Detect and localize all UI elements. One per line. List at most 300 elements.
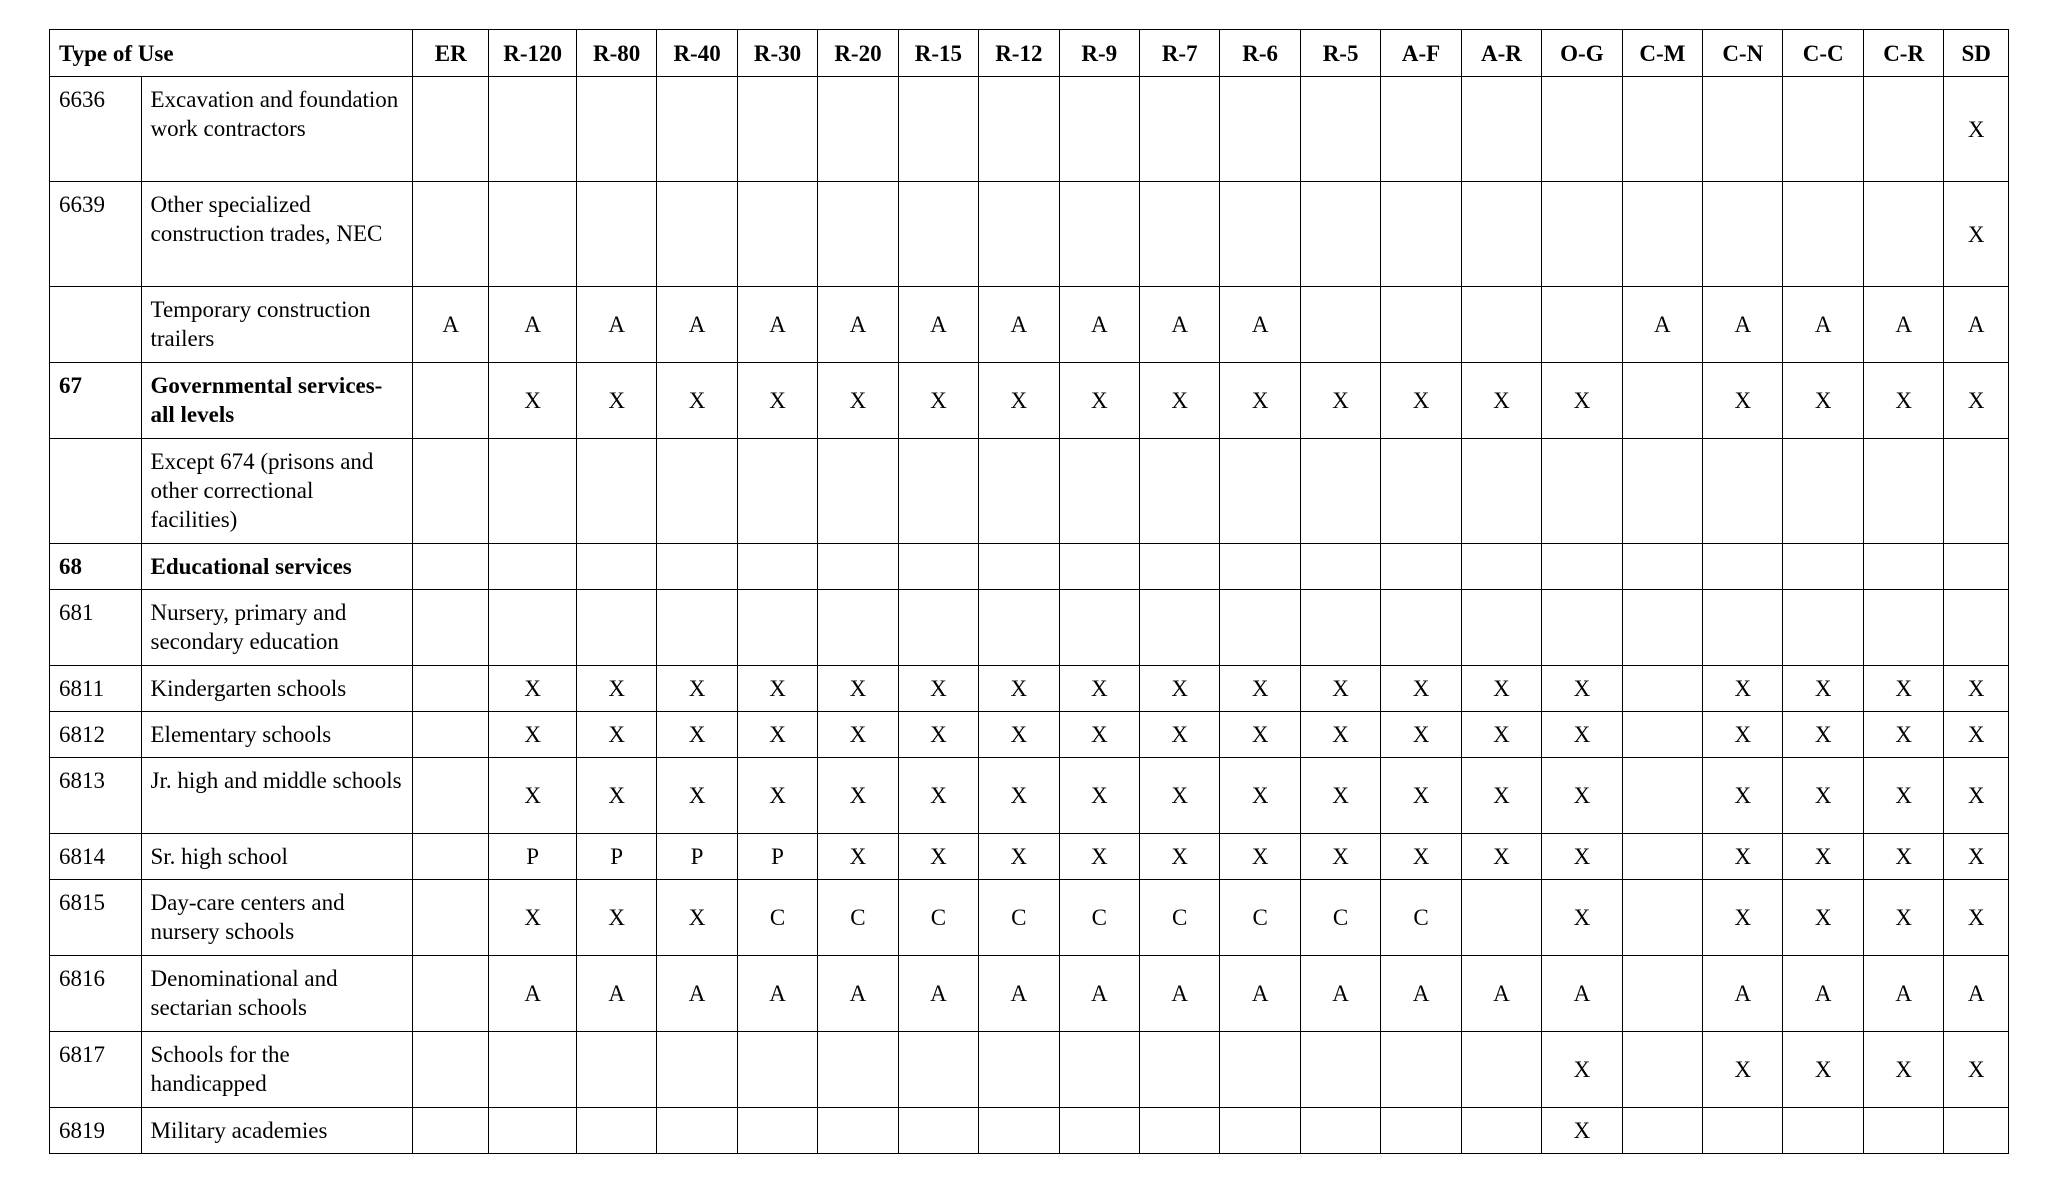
use-code-cell: 6815 [50, 880, 142, 956]
permission-cell-a-f: X [1381, 758, 1461, 834]
permission-cell-r-12 [979, 590, 1059, 666]
use-description-cell: Governmental services-all levels [141, 363, 413, 439]
permission-cell-r-120 [489, 77, 576, 182]
permission-cell-c-m [1622, 590, 1702, 666]
table-row [50, 758, 2009, 834]
permission-cell-c-m: A [1622, 287, 1702, 363]
column-header-er: ER [413, 30, 489, 77]
permission-cell-er [413, 182, 489, 287]
permission-cell-r-40: X [657, 758, 737, 834]
permission-cell-o-g [1542, 544, 1622, 590]
permission-cell-c-c: X [1783, 666, 1863, 712]
permission-cell-r-6 [1220, 1032, 1300, 1108]
permission-cell-r-30: C [737, 880, 817, 956]
permission-cell-er [413, 1108, 489, 1154]
permission-cell-sd: X [1944, 834, 2009, 880]
permission-cell-r-6: X [1220, 758, 1300, 834]
permission-cell-c-n [1703, 1108, 1783, 1154]
permission-cell-c-m [1622, 439, 1702, 544]
permission-cell-sd: X [1944, 880, 2009, 956]
permission-cell-er [413, 880, 489, 956]
permission-cell-c-c: X [1783, 712, 1863, 758]
permission-cell-er [413, 1032, 489, 1108]
permission-cell-r-7: X [1139, 758, 1219, 834]
table-row [50, 1032, 2009, 1108]
permission-cell-o-g [1542, 77, 1622, 182]
permission-cell-a-f: A [1381, 956, 1461, 1032]
permission-cell-a-f [1381, 287, 1461, 363]
column-header-r-40: R-40 [657, 30, 737, 77]
permission-cell-r-40 [657, 77, 737, 182]
permission-cell-er [413, 439, 489, 544]
permission-cell-r-12 [979, 1032, 1059, 1108]
permission-cell-r-7 [1139, 544, 1219, 590]
permission-cell-r-12: C [979, 880, 1059, 956]
permission-cell-r-12: X [979, 666, 1059, 712]
permission-cell-r-9: X [1059, 712, 1139, 758]
permission-cell-r-80: P [576, 834, 656, 880]
permission-cell-r-120: X [489, 758, 576, 834]
permission-cell-c-m [1622, 956, 1702, 1032]
column-header-r-30: R-30 [737, 30, 817, 77]
permission-cell-r-12 [979, 1108, 1059, 1154]
permission-cell-r-5: C [1300, 880, 1380, 956]
permission-cell-c-m [1622, 834, 1702, 880]
permission-cell-r-120: A [489, 287, 576, 363]
permission-cell-a-r [1461, 182, 1541, 287]
permission-cell-r-12: X [979, 834, 1059, 880]
header-row [50, 30, 2009, 77]
permission-cell-er [413, 590, 489, 666]
permission-cell-r-80: X [576, 363, 656, 439]
permission-cell-r-5 [1300, 544, 1380, 590]
permission-cell-c-c: X [1783, 880, 1863, 956]
permission-cell-r-30 [737, 590, 817, 666]
permission-cell-r-30: X [737, 758, 817, 834]
permission-cell-r-120 [489, 1108, 576, 1154]
use-code-cell: 67 [50, 363, 142, 439]
permission-cell-r-6 [1220, 182, 1300, 287]
permission-cell-r-7 [1139, 439, 1219, 544]
permission-cell-c-m [1622, 544, 1702, 590]
permission-cell-r-20 [818, 1032, 898, 1108]
permission-cell-r-40: X [657, 666, 737, 712]
permission-cell-a-r [1461, 439, 1541, 544]
use-description-cell: Schools for the handicapped [141, 1032, 413, 1108]
permission-cell-r-40 [657, 439, 737, 544]
permission-cell-r-9 [1059, 77, 1139, 182]
permission-cell-r-40: A [657, 287, 737, 363]
table-row [50, 544, 2009, 590]
permission-cell-r-15: C [898, 880, 978, 956]
permission-cell-r-80: X [576, 758, 656, 834]
use-description-cell: Day-care centers and nursery schools [141, 880, 413, 956]
permission-cell-c-c: X [1783, 758, 1863, 834]
use-description-cell: Military academies [141, 1108, 413, 1154]
permission-cell-r-40 [657, 1108, 737, 1154]
column-header-sd: SD [1944, 30, 2009, 77]
permission-cell-r-5: A [1300, 956, 1380, 1032]
permission-cell-sd: X [1944, 182, 2009, 287]
permission-cell-r-120 [489, 544, 576, 590]
permission-cell-r-5: X [1300, 712, 1380, 758]
table-row [50, 439, 2009, 544]
permission-cell-c-c: A [1783, 287, 1863, 363]
permission-cell-c-n: X [1703, 666, 1783, 712]
permission-cell-r-80 [576, 1032, 656, 1108]
use-code-cell: 681 [50, 590, 142, 666]
permission-cell-r-80: X [576, 712, 656, 758]
permission-cell-r-6: X [1220, 363, 1300, 439]
permission-cell-a-r: X [1461, 834, 1541, 880]
permission-cell-r-15: X [898, 758, 978, 834]
permission-cell-a-f: X [1381, 363, 1461, 439]
use-code-cell: 6814 [50, 834, 142, 880]
table-row [50, 834, 2009, 880]
permission-cell-r-80 [576, 1108, 656, 1154]
use-description-cell: Other specialized construction trades, NEC [141, 182, 413, 287]
permission-cell-c-r: X [1863, 758, 1943, 834]
column-header-r-7: R-7 [1139, 30, 1219, 77]
permission-cell-a-f [1381, 1108, 1461, 1154]
permission-cell-sd: A [1944, 956, 2009, 1032]
permission-cell-r-7 [1139, 1032, 1219, 1108]
permission-cell-c-r [1863, 439, 1943, 544]
land-use-table [49, 29, 2009, 1154]
permission-cell-r-9 [1059, 590, 1139, 666]
table-row [50, 590, 2009, 666]
permission-cell-sd [1944, 590, 2009, 666]
permission-cell-c-m [1622, 880, 1702, 956]
permission-cell-a-f: X [1381, 712, 1461, 758]
permission-cell-c-n: X [1703, 363, 1783, 439]
permission-cell-r-40: X [657, 880, 737, 956]
permission-cell-r-40: X [657, 363, 737, 439]
use-code-cell: 6813 [50, 758, 142, 834]
permission-cell-r-30: X [737, 712, 817, 758]
permission-cell-r-15: X [898, 712, 978, 758]
permission-cell-a-r [1461, 77, 1541, 182]
permission-cell-r-20 [818, 544, 898, 590]
column-header-r-15: R-15 [898, 30, 978, 77]
permission-cell-c-c: X [1783, 1032, 1863, 1108]
permission-cell-sd [1944, 544, 2009, 590]
permission-cell-r-12: X [979, 758, 1059, 834]
permission-cell-r-120: X [489, 880, 576, 956]
table-row [50, 956, 2009, 1032]
column-header-r-6: R-6 [1220, 30, 1300, 77]
permission-cell-r-9: A [1059, 287, 1139, 363]
permission-cell-c-r: X [1863, 880, 1943, 956]
permission-cell-r-30 [737, 1032, 817, 1108]
table-row [50, 666, 2009, 712]
permission-cell-sd: A [1944, 287, 2009, 363]
permission-cell-c-c: X [1783, 363, 1863, 439]
permission-cell-r-30: X [737, 666, 817, 712]
permission-cell-r-9: X [1059, 363, 1139, 439]
permission-cell-r-12: X [979, 712, 1059, 758]
permission-cell-c-n: A [1703, 956, 1783, 1032]
permission-cell-c-n [1703, 182, 1783, 287]
permission-cell-a-r: X [1461, 666, 1541, 712]
permission-cell-a-r [1461, 590, 1541, 666]
use-description-cell: Educational services [141, 544, 413, 590]
table-row [50, 712, 2009, 758]
permission-cell-r-6: X [1220, 666, 1300, 712]
permission-cell-c-r: X [1863, 363, 1943, 439]
use-description-cell: Temporary construction trailers [141, 287, 413, 363]
permission-cell-c-r: A [1863, 956, 1943, 1032]
permission-cell-r-15 [898, 1032, 978, 1108]
permission-cell-r-6 [1220, 590, 1300, 666]
permission-cell-r-30 [737, 439, 817, 544]
permission-cell-r-30: A [737, 956, 817, 1032]
permission-cell-er [413, 712, 489, 758]
permission-cell-r-7: X [1139, 712, 1219, 758]
permission-cell-r-7: X [1139, 363, 1219, 439]
permission-cell-c-n [1703, 590, 1783, 666]
table-row [50, 287, 2009, 363]
permission-cell-r-30 [737, 182, 817, 287]
permission-cell-r-5 [1300, 590, 1380, 666]
permission-cell-r-30: X [737, 363, 817, 439]
permission-cell-r-80: A [576, 287, 656, 363]
permission-cell-sd: X [1944, 666, 2009, 712]
use-description-cell: Sr. high school [141, 834, 413, 880]
permission-cell-a-f [1381, 1032, 1461, 1108]
column-header-r-5: R-5 [1300, 30, 1380, 77]
permission-cell-r-9 [1059, 1032, 1139, 1108]
permission-cell-r-20: X [818, 834, 898, 880]
permission-cell-sd [1944, 439, 2009, 544]
permission-cell-r-80: X [576, 666, 656, 712]
column-header-r-20: R-20 [818, 30, 898, 77]
use-code-cell: 6811 [50, 666, 142, 712]
table-row [50, 880, 2009, 956]
permission-cell-sd [1944, 1108, 2009, 1154]
permission-cell-r-6 [1220, 1108, 1300, 1154]
permission-cell-r-9 [1059, 544, 1139, 590]
permission-cell-a-r [1461, 1032, 1541, 1108]
permission-cell-r-80 [576, 590, 656, 666]
permission-cell-er [413, 77, 489, 182]
permission-cell-a-r: X [1461, 712, 1541, 758]
permission-cell-o-g: X [1542, 363, 1622, 439]
permission-cell-r-5: X [1300, 834, 1380, 880]
permission-cell-a-r [1461, 287, 1541, 363]
permission-cell-r-20 [818, 1108, 898, 1154]
use-code-cell: 6819 [50, 1108, 142, 1154]
permission-cell-er [413, 834, 489, 880]
permission-cell-r-15 [898, 590, 978, 666]
permission-cell-c-n [1703, 544, 1783, 590]
use-code-cell: 68 [50, 544, 142, 590]
permission-cell-r-20 [818, 182, 898, 287]
permission-cell-r-80 [576, 544, 656, 590]
permission-cell-o-g: X [1542, 880, 1622, 956]
permission-cell-o-g [1542, 182, 1622, 287]
permission-cell-a-r: A [1461, 956, 1541, 1032]
permission-cell-r-7 [1139, 1108, 1219, 1154]
permission-cell-r-12: A [979, 956, 1059, 1032]
permission-cell-c-n: X [1703, 712, 1783, 758]
permission-cell-r-5 [1300, 439, 1380, 544]
permission-cell-r-120 [489, 1032, 576, 1108]
permission-cell-r-6: X [1220, 712, 1300, 758]
permission-cell-r-12 [979, 77, 1059, 182]
permission-cell-c-c [1783, 439, 1863, 544]
table-row [50, 182, 2009, 287]
permission-cell-a-f [1381, 590, 1461, 666]
permission-cell-c-n [1703, 439, 1783, 544]
permission-cell-c-c: A [1783, 956, 1863, 1032]
permission-cell-c-m [1622, 1108, 1702, 1154]
use-description-cell: Excavation and foundation work contractors [141, 77, 413, 182]
permission-cell-r-40 [657, 1032, 737, 1108]
permission-cell-r-20: A [818, 287, 898, 363]
type-of-use-header: Type of Use [50, 30, 413, 77]
permission-cell-r-9: X [1059, 834, 1139, 880]
permission-cell-r-40: P [657, 834, 737, 880]
permission-cell-o-g [1542, 590, 1622, 666]
permission-cell-er [413, 666, 489, 712]
permission-cell-r-30 [737, 544, 817, 590]
permission-cell-r-15 [898, 439, 978, 544]
permission-cell-r-7: X [1139, 666, 1219, 712]
column-header-c-m: C-M [1622, 30, 1702, 77]
permission-cell-c-c [1783, 1108, 1863, 1154]
permission-cell-r-15: A [898, 956, 978, 1032]
permission-cell-c-n: X [1703, 880, 1783, 956]
permission-cell-r-120 [489, 590, 576, 666]
permission-cell-r-40: A [657, 956, 737, 1032]
use-code-cell [50, 439, 142, 544]
column-header-r-9: R-9 [1059, 30, 1139, 77]
permission-cell-c-n: X [1703, 1032, 1783, 1108]
permission-cell-er [413, 544, 489, 590]
permission-cell-r-120: X [489, 666, 576, 712]
permission-cell-r-9: X [1059, 666, 1139, 712]
permission-cell-sd: X [1944, 712, 2009, 758]
permission-cell-a-f: X [1381, 666, 1461, 712]
permission-cell-o-g: X [1542, 666, 1622, 712]
permission-cell-r-15: X [898, 363, 978, 439]
permission-cell-r-6 [1220, 77, 1300, 182]
permission-cell-r-30: P [737, 834, 817, 880]
permission-cell-r-120: X [489, 363, 576, 439]
column-header-o-g: O-G [1542, 30, 1622, 77]
permission-cell-c-r [1863, 590, 1943, 666]
permission-cell-r-20: X [818, 363, 898, 439]
permission-cell-r-40 [657, 590, 737, 666]
permission-cell-a-f: X [1381, 834, 1461, 880]
permission-cell-c-c [1783, 590, 1863, 666]
permission-cell-r-80: X [576, 880, 656, 956]
column-header-r-80: R-80 [576, 30, 656, 77]
permission-cell-r-6 [1220, 544, 1300, 590]
permission-cell-r-120 [489, 182, 576, 287]
permission-cell-c-m [1622, 712, 1702, 758]
permission-cell-r-6 [1220, 439, 1300, 544]
permission-cell-r-9: A [1059, 956, 1139, 1032]
permission-cell-a-r: X [1461, 363, 1541, 439]
table-row [50, 1108, 2009, 1154]
permission-cell-r-30: A [737, 287, 817, 363]
permission-cell-o-g: X [1542, 1108, 1622, 1154]
permission-cell-r-9 [1059, 439, 1139, 544]
permission-cell-r-15: X [898, 834, 978, 880]
permission-cell-c-r [1863, 544, 1943, 590]
table-row [50, 77, 2009, 182]
permission-cell-r-15 [898, 182, 978, 287]
permission-cell-r-40 [657, 544, 737, 590]
permission-cell-c-r: A [1863, 287, 1943, 363]
permission-cell-r-30 [737, 1108, 817, 1154]
permission-cell-r-20: A [818, 956, 898, 1032]
permission-cell-r-7: A [1139, 956, 1219, 1032]
permission-cell-a-f: C [1381, 880, 1461, 956]
permission-cell-r-5 [1300, 77, 1380, 182]
permission-cell-r-80: A [576, 956, 656, 1032]
permission-cell-er [413, 956, 489, 1032]
table-body [50, 77, 2009, 1154]
permission-cell-r-5 [1300, 1032, 1380, 1108]
permission-cell-o-g: A [1542, 956, 1622, 1032]
permission-cell-r-12: A [979, 287, 1059, 363]
permission-cell-c-m [1622, 1032, 1702, 1108]
permission-cell-c-m [1622, 77, 1702, 182]
permission-cell-r-9 [1059, 1108, 1139, 1154]
permission-cell-r-5 [1300, 1108, 1380, 1154]
permission-cell-r-80 [576, 77, 656, 182]
permission-cell-r-120: A [489, 956, 576, 1032]
permission-cell-er [413, 758, 489, 834]
permission-cell-c-r [1863, 1108, 1943, 1154]
permission-cell-r-6: A [1220, 287, 1300, 363]
use-code-cell: 6812 [50, 712, 142, 758]
permission-cell-a-f [1381, 544, 1461, 590]
permission-cell-r-120: X [489, 712, 576, 758]
permission-cell-c-m [1622, 666, 1702, 712]
permission-cell-r-20: X [818, 666, 898, 712]
column-header-c-n: C-N [1703, 30, 1783, 77]
permission-cell-r-5 [1300, 182, 1380, 287]
permission-cell-sd: X [1944, 758, 2009, 834]
use-code-cell: 6816 [50, 956, 142, 1032]
permission-cell-r-7 [1139, 77, 1219, 182]
permission-cell-o-g: X [1542, 834, 1622, 880]
permission-cell-sd: X [1944, 363, 2009, 439]
permission-cell-o-g: X [1542, 1032, 1622, 1108]
permission-cell-c-r: X [1863, 666, 1943, 712]
permission-cell-o-g: X [1542, 712, 1622, 758]
permission-cell-c-c [1783, 544, 1863, 590]
use-code-cell: 6639 [50, 182, 142, 287]
permission-cell-r-12: X [979, 363, 1059, 439]
permission-cell-a-r: X [1461, 758, 1541, 834]
permission-cell-er: A [413, 287, 489, 363]
permission-cell-c-c: X [1783, 834, 1863, 880]
permission-cell-c-r: X [1863, 1032, 1943, 1108]
use-description-cell: Nursery, primary and secondary education [141, 590, 413, 666]
permission-cell-r-9 [1059, 182, 1139, 287]
permission-cell-r-7: X [1139, 834, 1219, 880]
permission-cell-r-6: C [1220, 880, 1300, 956]
permission-cell-a-r [1461, 1108, 1541, 1154]
use-description-cell: Jr. high and middle schools [141, 758, 413, 834]
permission-cell-r-15 [898, 77, 978, 182]
permission-cell-r-5: X [1300, 758, 1380, 834]
